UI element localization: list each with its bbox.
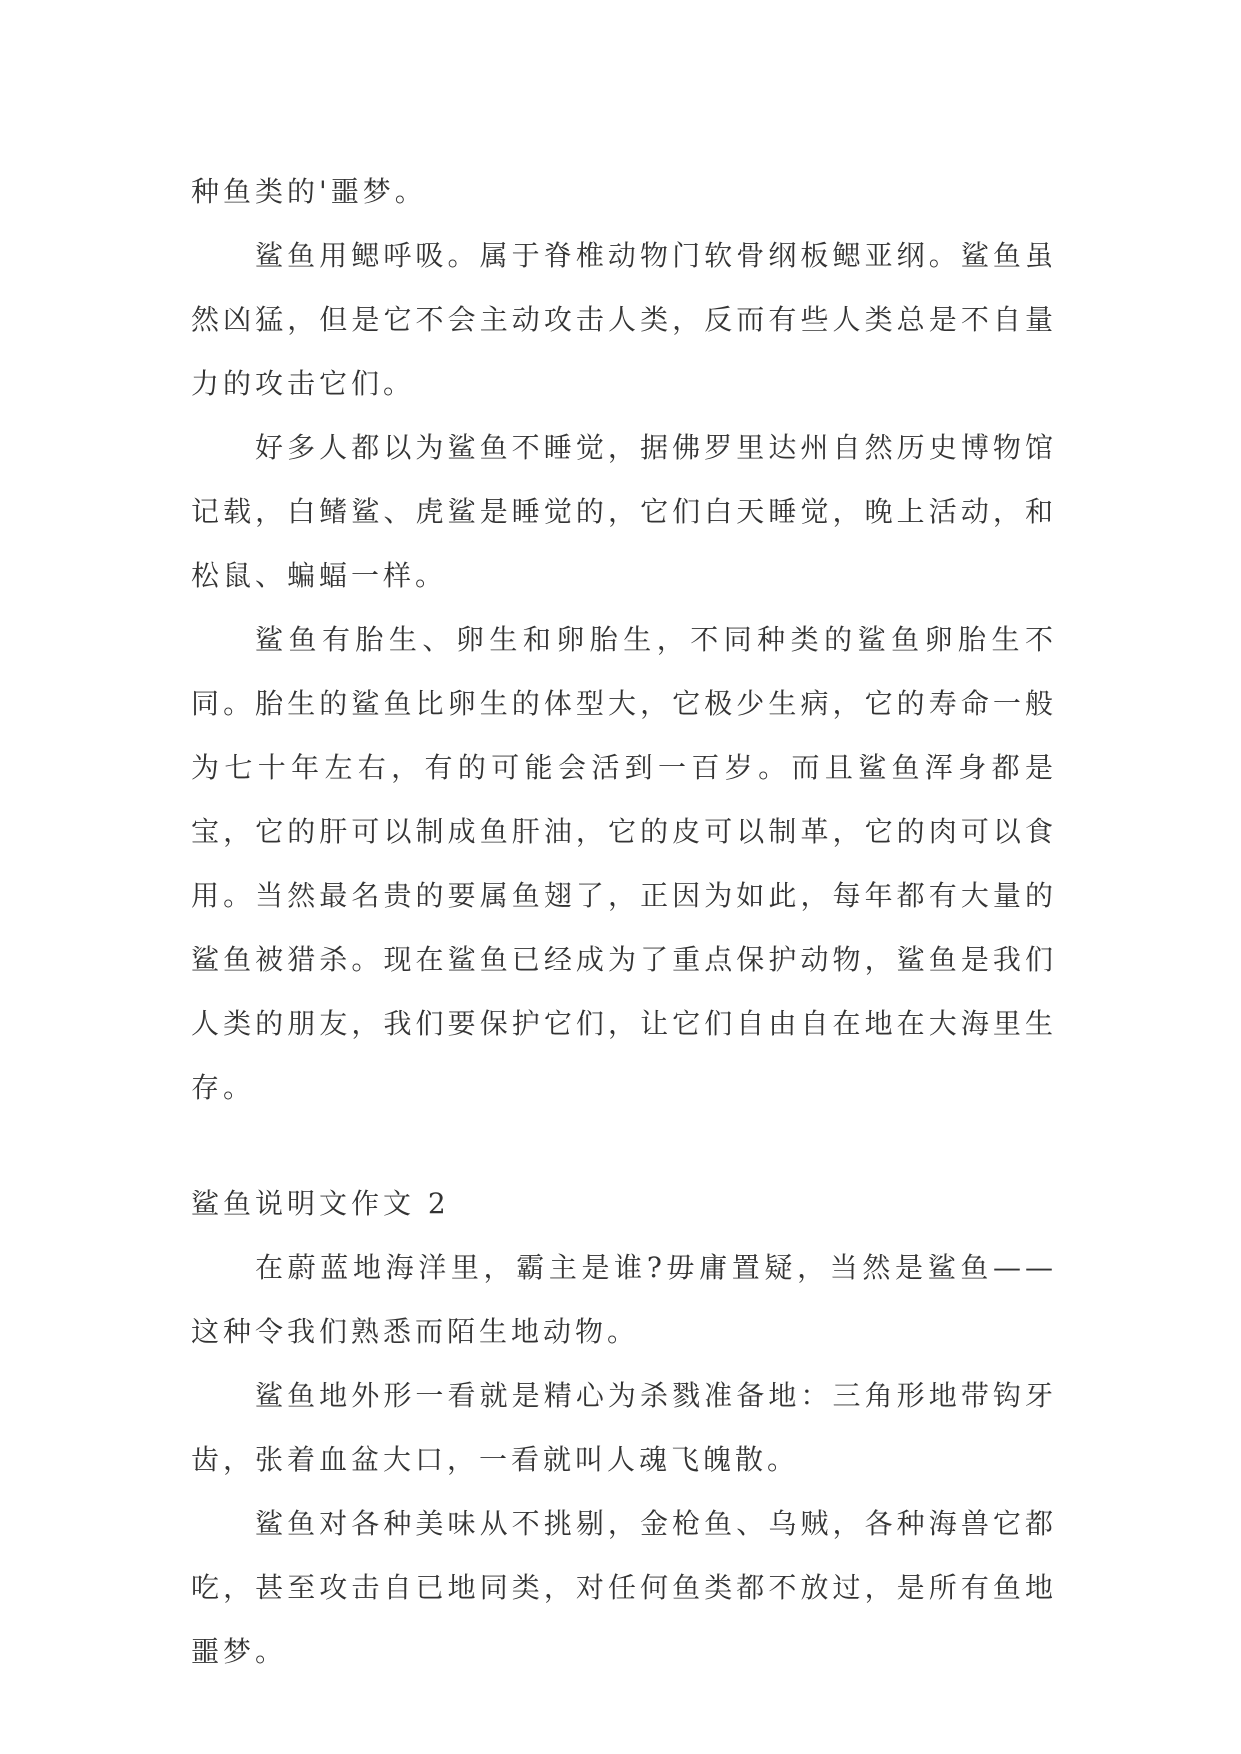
paragraph-appearance: 鲨鱼地外形一看就是精心为杀戮准备地：三角形地带钩牙齿，张着血盆大口，一看就叫人魂飞魄散。 — [191, 1379, 1057, 1476]
paragraph-reproduction: 鲨鱼有胎生、卵生和卵胎生，不同种类的鲨鱼卵胎生不同。胎生的鲨鱼比卵生的体型大，它极少生病，它的寿命一般为七十年左右，有的可能会活到一百岁。而且鲨鱼浑身都是宝，它的肝可以制成鱼肝油，它的皮可以制革，它的肉可以食用。当然最名贵的要属鱼翅了，正因为如此，每年都有大量的鲨鱼被猎杀。现在鲨鱼已经成为了重点保护动物，鲨鱼是我们人类的朋友，我们要保护它们，让它们自由自在地在大海里生存。 — [191, 623, 1057, 1104]
section-title: 鲨鱼说明文作文 2 — [191, 1187, 450, 1220]
paragraph-diet: 鲨鱼对各种美味从不挑剔，金枪鱼、乌贼，各种海兽它都吃，甚至攻击自已地同类，对任何鱼类都不放过，是所有鱼地噩梦。 — [191, 1507, 1057, 1668]
paragraph-continuation: 种鱼类的'噩梦。 — [191, 175, 427, 208]
paragraph-gill-breathing: 鲨鱼用鳃呼吸。属于脊椎动物门软骨纲板鳃亚纲。鲨鱼虽然凶猛，但是它不会主动攻击人类，反而有些人类总是不自量力的攻击它们。 — [191, 239, 1057, 400]
document-page — [191, 160, 1057, 1684]
paragraph-sleep: 好多人都以为鲨鱼不睡觉，据佛罗里达州自然历史博物馆记载，白鳍鲨、虎鲨是睡觉的，它们白天睡觉，晚上活动，和松鼠、蝙蝠一样。 — [191, 431, 1057, 592]
paragraph-ocean-ruler: 在蔚蓝地海洋里，霸主是谁?毋庸置疑，当然是鲨鱼——这种令我们熟悉而陌生地动物。 — [191, 1251, 1057, 1348]
